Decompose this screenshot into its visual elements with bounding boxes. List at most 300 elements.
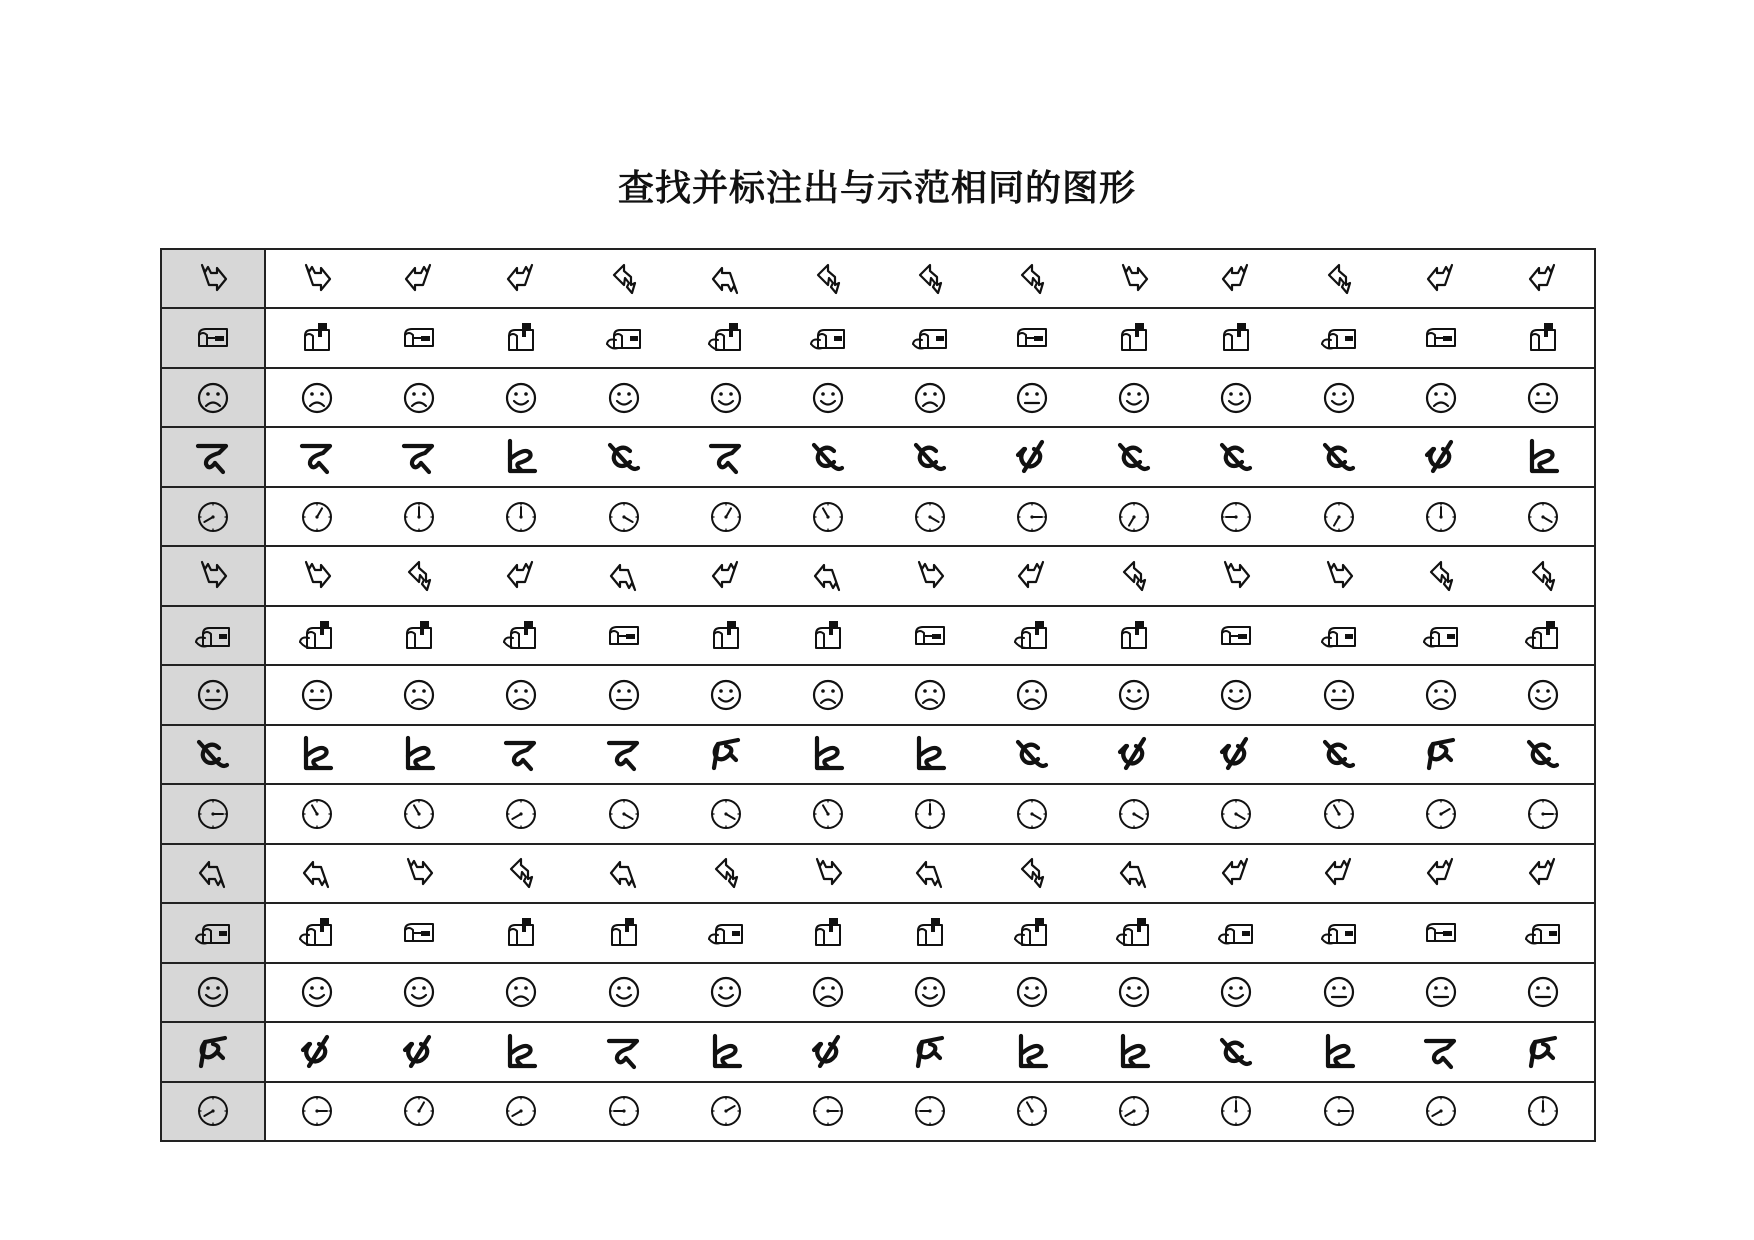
sign-icon [1523,734,1563,774]
candidate-cell[interactable] [777,1023,879,1080]
sample-cell [162,845,266,902]
sign-icon [193,734,233,774]
candidate-cell[interactable] [981,250,1083,307]
candidate-cell[interactable] [675,845,777,902]
candidate-cell[interactable] [1390,785,1492,842]
candidate-cell[interactable] [1288,547,1390,604]
candidate-cell[interactable] [777,547,879,604]
candidate-cell[interactable] [470,428,572,485]
candidate-cell[interactable] [1185,845,1287,902]
candidate-cell[interactable] [1083,488,1185,545]
candidate-cell[interactable] [981,309,1083,366]
clock-icon [399,794,439,834]
candidate-cell[interactable] [1288,1083,1390,1140]
sign-icon [501,437,541,477]
candidate-cell[interactable] [1185,250,1287,307]
sign-icon [706,1032,746,1072]
face-icon [604,378,644,418]
face-icon [501,378,541,418]
candidate-cell[interactable] [1390,250,1492,307]
candidate-cell[interactable] [1492,1083,1594,1140]
candidate-cell[interactable] [981,1083,1083,1140]
candidate-cell[interactable] [266,250,368,307]
candidate-cell[interactable] [1288,369,1390,426]
candidate-cell[interactable] [368,1083,470,1140]
clock-icon [1319,1091,1359,1131]
candidate-cell[interactable] [572,964,674,1021]
mailbox-icon [1421,318,1461,358]
candidate-cell[interactable] [368,369,470,426]
candidate-cell[interactable] [1185,309,1287,366]
candidate-cell[interactable] [675,726,777,783]
mailbox-icon [604,318,644,358]
candidate-cell[interactable] [879,547,981,604]
candidate-cell[interactable] [1492,964,1594,1021]
grid-row [162,845,1594,904]
candidate-cell[interactable] [1390,607,1492,664]
mailbox-icon [1319,318,1359,358]
candidate-cell[interactable] [368,964,470,1021]
arrow-icon [1319,853,1359,893]
candidate-cell[interactable] [572,547,674,604]
candidate-cell[interactable] [981,904,1083,961]
face-icon [1012,675,1052,715]
clock-icon [604,1091,644,1131]
candidate-cell[interactable] [572,607,674,664]
candidate-cell[interactable] [1390,547,1492,604]
candidate-cell[interactable] [675,369,777,426]
sign-icon [501,734,541,774]
candidate-cell[interactable] [1185,726,1287,783]
arrow-icon [604,853,644,893]
mailbox-icon [501,318,541,358]
candidate-cell[interactable] [981,547,1083,604]
sign-icon [1421,734,1461,774]
clock-icon [193,497,233,537]
candidate-cell[interactable] [572,666,674,723]
candidate-cell[interactable] [1288,904,1390,961]
candidate-cell[interactable] [1185,904,1287,961]
candidate-cell[interactable] [1083,785,1185,842]
candidate-cell[interactable] [1288,845,1390,902]
candidate-cell[interactable] [879,785,981,842]
candidate-cells [266,964,1594,1021]
candidate-cell[interactable] [1492,666,1594,723]
clock-icon [808,794,848,834]
face-icon [1319,972,1359,1012]
candidate-cell[interactable] [470,369,572,426]
candidate-cell[interactable] [1288,666,1390,723]
candidate-cell[interactable] [572,309,674,366]
candidate-cell[interactable] [777,428,879,485]
mailbox-icon [808,913,848,953]
arrow-icon [808,259,848,299]
candidate-cell[interactable] [266,488,368,545]
candidate-cell[interactable] [266,904,368,961]
sign-icon [604,734,644,774]
candidate-cell[interactable] [675,1023,777,1080]
face-icon [1319,378,1359,418]
page-title: 查找并标注出与示范相同的图形 [617,168,1136,209]
candidate-cell[interactable] [572,369,674,426]
candidate-cell[interactable] [777,1083,879,1140]
candidate-cell[interactable] [1185,785,1287,842]
candidate-cell[interactable] [470,309,572,366]
candidate-cell[interactable] [1083,309,1185,366]
candidate-cell[interactable] [981,369,1083,426]
candidate-cell[interactable] [368,726,470,783]
candidate-cell[interactable] [1185,547,1287,604]
mailbox-icon [1319,616,1359,656]
clock-icon [1216,794,1256,834]
candidate-cell[interactable] [1390,666,1492,723]
candidate-cell[interactable] [879,607,981,664]
candidate-cell[interactable] [266,547,368,604]
candidate-cell[interactable] [981,726,1083,783]
candidate-cell[interactable] [879,964,981,1021]
face-icon [910,378,950,418]
sign-icon [399,1032,439,1072]
mailbox-icon [1114,318,1154,358]
candidate-cell[interactable] [572,428,674,485]
candidate-cell[interactable] [675,547,777,604]
candidate-cell[interactable] [470,785,572,842]
candidate-cell[interactable] [777,785,879,842]
candidate-cell[interactable] [1492,250,1594,307]
candidate-cell[interactable] [675,1083,777,1140]
sign-icon [1012,734,1052,774]
face-icon [1421,675,1461,715]
grid-row [162,250,1594,309]
clock-icon [501,497,541,537]
candidate-cell[interactable] [1390,726,1492,783]
sign-icon [1114,1032,1154,1072]
candidate-cell[interactable] [368,845,470,902]
sample-cell [162,309,266,366]
candidate-cell[interactable] [879,1083,981,1140]
sign-icon [193,437,233,477]
mailbox-icon [1012,616,1052,656]
candidate-cell[interactable] [777,369,879,426]
sign-icon [193,1032,233,1072]
candidate-cell[interactable] [1083,369,1185,426]
candidate-cell[interactable] [981,428,1083,485]
sample-cell [162,785,266,842]
clock-icon [399,1091,439,1131]
sample-cell [162,1083,266,1140]
candidate-cell[interactable] [1492,1023,1594,1080]
candidate-cell[interactable] [1083,904,1185,961]
sign-icon [1114,437,1154,477]
candidate-cell[interactable] [879,904,981,961]
candidate-cell[interactable] [981,488,1083,545]
candidate-cell[interactable] [1288,964,1390,1021]
candidate-cell[interactable] [1390,428,1492,485]
arrow-icon [399,259,439,299]
candidate-cell[interactable] [777,726,879,783]
clock-icon [910,1091,950,1131]
candidate-cell[interactable] [1390,845,1492,902]
candidate-cell[interactable] [777,666,879,723]
candidate-cell[interactable] [1288,726,1390,783]
candidate-cell[interactable] [1390,309,1492,366]
candidate-cell[interactable] [1492,904,1594,961]
candidate-cell[interactable] [266,1083,368,1140]
mailbox-icon [399,913,439,953]
candidate-cell[interactable] [1390,1023,1492,1080]
face-icon [193,378,233,418]
candidate-cell[interactable] [1288,785,1390,842]
candidate-cell[interactable] [1288,488,1390,545]
grid-row [162,904,1594,963]
candidate-cells [266,726,1594,783]
candidate-cell[interactable] [572,1023,674,1080]
candidate-cell[interactable] [470,607,572,664]
mailbox-icon [399,616,439,656]
candidate-cells [266,488,1594,545]
candidate-cell[interactable] [1390,1083,1492,1140]
candidate-cell[interactable] [572,904,674,961]
candidate-cell[interactable] [879,726,981,783]
candidate-cell[interactable] [1185,428,1287,485]
candidate-cell[interactable] [1185,1023,1287,1080]
candidate-cell[interactable] [777,250,879,307]
candidate-cell[interactable] [675,666,777,723]
candidate-cell[interactable] [1083,428,1185,485]
candidate-cell[interactable] [470,488,572,545]
candidate-cell[interactable] [777,964,879,1021]
candidate-cell[interactable] [879,845,981,902]
candidate-cell[interactable] [1288,250,1390,307]
mailbox-icon [193,913,233,953]
candidate-cell[interactable] [368,666,470,723]
candidate-cell[interactable] [368,1023,470,1080]
face-icon [297,675,337,715]
clock-icon [501,794,541,834]
arrow-icon [910,853,950,893]
candidate-cell[interactable] [1288,309,1390,366]
candidate-cell[interactable] [1185,964,1287,1021]
candidate-cell[interactable] [1083,964,1185,1021]
candidate-cell[interactable] [572,845,674,902]
candidate-cell[interactable] [470,845,572,902]
candidate-cell[interactable] [777,904,879,961]
clock-icon [1319,794,1359,834]
face-icon [706,972,746,1012]
candidate-cell[interactable] [470,964,572,1021]
sign-icon [808,437,848,477]
candidate-cell[interactable] [675,964,777,1021]
face-icon [1012,972,1052,1012]
clock-icon [297,497,337,537]
candidate-cell[interactable] [1288,428,1390,485]
candidate-cells [266,845,1594,902]
candidate-cell[interactable] [675,785,777,842]
candidate-cell[interactable] [368,904,470,961]
candidate-cell[interactable] [1083,845,1185,902]
candidate-cell[interactable] [1185,488,1287,545]
candidate-cell[interactable] [1390,488,1492,545]
candidate-cell[interactable] [266,726,368,783]
candidate-cell[interactable] [879,428,981,485]
candidate-cell[interactable] [266,369,368,426]
candidate-cell[interactable] [572,488,674,545]
candidate-cell[interactable] [266,845,368,902]
candidate-cell[interactable] [1185,369,1287,426]
face-icon [1421,972,1461,1012]
sample-cell [162,428,266,485]
candidate-cell[interactable] [981,607,1083,664]
candidate-cell[interactable] [1492,726,1594,783]
candidate-cell[interactable] [1390,369,1492,426]
arrow-icon [501,556,541,596]
candidate-cell[interactable] [470,726,572,783]
candidate-cell[interactable] [470,666,572,723]
candidate-cell[interactable] [368,785,470,842]
candidate-cell[interactable] [572,1083,674,1140]
candidate-cell[interactable] [368,309,470,366]
arrow-icon [1114,853,1154,893]
candidate-cell[interactable] [675,904,777,961]
candidate-cell[interactable] [777,607,879,664]
candidate-cell[interactable] [1492,428,1594,485]
candidate-cell[interactable] [879,309,981,366]
candidate-cell[interactable] [1492,845,1594,902]
candidate-cell[interactable] [1492,785,1594,842]
face-icon [1114,972,1154,1012]
sign-icon [297,734,337,774]
candidate-cell[interactable] [1083,547,1185,604]
candidate-cell[interactable] [1492,547,1594,604]
candidate-cell[interactable] [1492,369,1594,426]
clock-icon [1319,497,1359,537]
candidate-cell[interactable] [981,1023,1083,1080]
sign-icon [808,1032,848,1072]
candidate-cell[interactable] [572,785,674,842]
candidate-cell[interactable] [266,1023,368,1080]
candidate-cell[interactable] [675,488,777,545]
candidate-cell[interactable] [1083,250,1185,307]
candidate-cell[interactable] [879,1023,981,1080]
candidate-cell[interactable] [368,488,470,545]
candidate-cell[interactable] [675,250,777,307]
candidate-cell[interactable] [1288,607,1390,664]
clock-icon [1012,497,1052,537]
clock-icon [808,1091,848,1131]
sign-icon [1216,437,1256,477]
candidate-cell[interactable] [266,964,368,1021]
sign-icon [1319,1032,1359,1072]
clock-icon [910,497,950,537]
candidate-cell[interactable] [1083,666,1185,723]
candidate-cell[interactable] [879,488,981,545]
candidate-cell[interactable] [1492,309,1594,366]
candidate-cell[interactable] [1083,1083,1185,1140]
mailbox-icon [910,318,950,358]
candidate-cell[interactable] [675,309,777,366]
candidate-cell[interactable] [1492,607,1594,664]
clock-icon [1421,497,1461,537]
candidate-cell[interactable] [1185,1083,1287,1140]
arrow-icon [1421,556,1461,596]
candidate-cell[interactable] [879,369,981,426]
candidate-cell[interactable] [1185,666,1287,723]
candidate-cell[interactable] [1390,964,1492,1021]
candidate-cell[interactable] [266,666,368,723]
arrow-icon [706,556,746,596]
clock-icon [1523,497,1563,537]
candidate-cell[interactable] [1083,726,1185,783]
candidate-cell[interactable] [981,666,1083,723]
arrow-icon [399,853,439,893]
sign-icon [1319,437,1359,477]
candidate-cell[interactable] [470,904,572,961]
arrow-icon [808,556,848,596]
candidate-cell[interactable] [266,428,368,485]
mailbox-icon [193,616,233,656]
candidate-cell[interactable] [266,309,368,366]
face-icon [193,972,233,1012]
candidate-cell[interactable] [470,1083,572,1140]
clock-icon [297,1091,337,1131]
candidate-cell[interactable] [981,845,1083,902]
candidate-cell[interactable] [266,785,368,842]
mailbox-icon [1421,913,1461,953]
candidate-cell[interactable] [470,547,572,604]
candidate-cell[interactable] [675,607,777,664]
candidate-cell[interactable] [777,845,879,902]
candidate-cell[interactable] [266,607,368,664]
mailbox-icon [1523,318,1563,358]
sign-icon [910,734,950,774]
sample-cell [162,1023,266,1080]
candidate-cell[interactable] [470,250,572,307]
arrow-icon [297,556,337,596]
candidate-cell[interactable] [1083,607,1185,664]
candidate-cell[interactable] [1288,1023,1390,1080]
candidate-cell[interactable] [368,607,470,664]
mailbox-icon [910,913,950,953]
sign-icon [1012,437,1052,477]
candidate-cell[interactable] [981,785,1083,842]
mailbox-icon [706,318,746,358]
sign-icon [399,734,439,774]
candidate-cell[interactable] [1083,1023,1185,1080]
candidate-cell[interactable] [1185,607,1287,664]
candidate-cell[interactable] [879,250,981,307]
candidate-cell[interactable] [572,250,674,307]
candidate-cell[interactable] [981,964,1083,1021]
sign-icon [1216,734,1256,774]
candidate-cell[interactable] [675,428,777,485]
candidate-cell[interactable] [368,428,470,485]
mailbox-icon [399,318,439,358]
candidate-cell[interactable] [879,666,981,723]
candidate-cell[interactable] [1492,488,1594,545]
candidate-cell[interactable] [368,250,470,307]
mailbox-icon [604,616,644,656]
candidate-cell[interactable] [470,1023,572,1080]
candidate-cell[interactable] [368,547,470,604]
candidate-cells [266,428,1594,485]
candidate-cell[interactable] [777,309,879,366]
grid-row [162,607,1594,666]
sample-cell [162,488,266,545]
candidate-cell[interactable] [777,488,879,545]
candidate-cell[interactable] [1390,904,1492,961]
sign-icon [1421,1032,1461,1072]
candidate-cell[interactable] [572,726,674,783]
